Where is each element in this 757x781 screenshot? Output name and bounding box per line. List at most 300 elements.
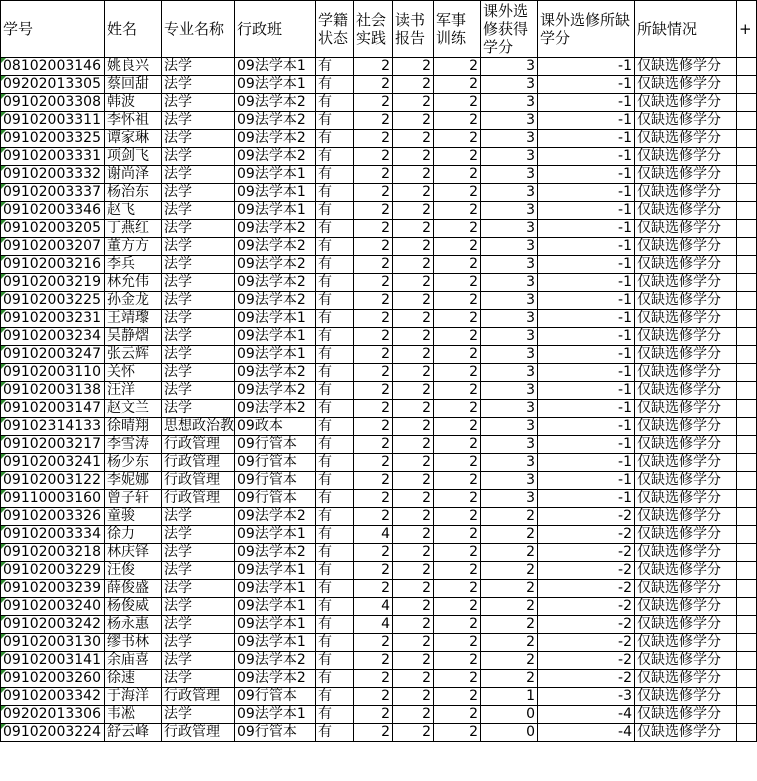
cell-id[interactable]: 09102003110	[1, 364, 105, 382]
cell-status[interactable]: 有	[316, 94, 354, 112]
cell-social-practice[interactable]: 2	[354, 184, 393, 202]
cell-extra[interactable]	[737, 130, 757, 148]
cell-status[interactable]: 有	[316, 400, 354, 418]
cell-elective-lacking[interactable]: -1	[538, 94, 635, 112]
cell-military-training[interactable]: 2	[434, 508, 481, 526]
cell-social-practice[interactable]: 2	[354, 454, 393, 472]
cell-status[interactable]: 有	[316, 706, 354, 724]
cell-extra[interactable]	[737, 292, 757, 310]
cell-id[interactable]: 09102003242	[1, 616, 105, 634]
cell-status[interactable]: 有	[316, 130, 354, 148]
cell-missing-status[interactable]: 仅缺选修学分	[635, 292, 737, 310]
cell-social-practice[interactable]: 2	[354, 292, 393, 310]
cell-elective-earned[interactable]: 3	[481, 202, 538, 220]
cell-missing-status[interactable]: 仅缺选修学分	[635, 58, 737, 76]
cell-social-practice[interactable]: 4	[354, 616, 393, 634]
cell-elective-earned[interactable]: 3	[481, 346, 538, 364]
cell-reading-report[interactable]: 2	[393, 616, 434, 634]
cell-reading-report[interactable]: 2	[393, 346, 434, 364]
cell-social-practice[interactable]: 2	[354, 580, 393, 598]
cell-id[interactable]: 09102003239	[1, 580, 105, 598]
cell-status[interactable]: 有	[316, 256, 354, 274]
cell-status[interactable]: 有	[316, 652, 354, 670]
cell-reading-report[interactable]: 2	[393, 634, 434, 652]
header-extra[interactable]: +	[737, 1, 757, 58]
cell-reading-report[interactable]: 2	[393, 58, 434, 76]
cell-reading-report[interactable]: 2	[393, 706, 434, 724]
cell-social-practice[interactable]: 2	[354, 508, 393, 526]
cell-id[interactable]: 09102003311	[1, 112, 105, 130]
header-elective-lacking[interactable]: 课外选修所缺学分	[538, 1, 635, 58]
cell-military-training[interactable]: 2	[434, 490, 481, 508]
cell-id[interactable]: 09202013305	[1, 76, 105, 94]
cell-class[interactable]: 09法学本2	[235, 382, 316, 400]
cell-social-practice[interactable]: 2	[354, 634, 393, 652]
cell-reading-report[interactable]: 2	[393, 94, 434, 112]
cell-extra[interactable]	[737, 184, 757, 202]
cell-class[interactable]: 09法学本1	[235, 58, 316, 76]
cell-missing-status[interactable]: 仅缺选修学分	[635, 652, 737, 670]
cell-name[interactable]: 缪书林	[105, 634, 162, 652]
cell-class[interactable]: 09法学本1	[235, 346, 316, 364]
cell-missing-status[interactable]: 仅缺选修学分	[635, 130, 737, 148]
cell-name[interactable]: 徐力	[105, 526, 162, 544]
cell-military-training[interactable]: 2	[434, 544, 481, 562]
cell-status[interactable]: 有	[316, 310, 354, 328]
cell-elective-lacking[interactable]: -1	[538, 256, 635, 274]
cell-id[interactable]: 09102003308	[1, 94, 105, 112]
cell-major[interactable]: 行政管理	[162, 724, 235, 742]
cell-military-training[interactable]: 2	[434, 688, 481, 706]
cell-major[interactable]: 行政管理	[162, 436, 235, 454]
cell-id[interactable]: 09102003225	[1, 292, 105, 310]
cell-reading-report[interactable]: 2	[393, 652, 434, 670]
cell-class[interactable]: 09法学本2	[235, 292, 316, 310]
cell-class[interactable]: 09法学本2	[235, 94, 316, 112]
cell-name[interactable]: 李怀祖	[105, 112, 162, 130]
cell-reading-report[interactable]: 2	[393, 328, 434, 346]
cell-missing-status[interactable]: 仅缺选修学分	[635, 562, 737, 580]
cell-military-training[interactable]: 2	[434, 202, 481, 220]
cell-status[interactable]: 有	[316, 166, 354, 184]
cell-elective-lacking[interactable]: -2	[538, 670, 635, 688]
cell-military-training[interactable]: 2	[434, 598, 481, 616]
cell-reading-report[interactable]: 2	[393, 202, 434, 220]
cell-elective-earned[interactable]: 3	[481, 454, 538, 472]
cell-major[interactable]: 思想政治教	[162, 418, 235, 436]
cell-missing-status[interactable]: 仅缺选修学分	[635, 670, 737, 688]
cell-elective-lacking[interactable]: -1	[538, 364, 635, 382]
cell-missing-status[interactable]: 仅缺选修学分	[635, 346, 737, 364]
cell-elective-earned[interactable]: 3	[481, 58, 538, 76]
cell-name[interactable]: 项剑飞	[105, 148, 162, 166]
cell-military-training[interactable]: 2	[434, 706, 481, 724]
cell-major[interactable]: 法学	[162, 256, 235, 274]
cell-major[interactable]: 法学	[162, 112, 235, 130]
cell-extra[interactable]	[737, 490, 757, 508]
cell-name[interactable]: 舒云峰	[105, 724, 162, 742]
cell-elective-lacking[interactable]: -1	[538, 310, 635, 328]
cell-extra[interactable]	[737, 148, 757, 166]
header-missing-status[interactable]: 所缺情况	[635, 1, 737, 58]
cell-status[interactable]: 有	[316, 148, 354, 166]
cell-major[interactable]: 行政管理	[162, 688, 235, 706]
cell-reading-report[interactable]: 2	[393, 724, 434, 742]
cell-missing-status[interactable]: 仅缺选修学分	[635, 634, 737, 652]
cell-military-training[interactable]: 2	[434, 634, 481, 652]
cell-class[interactable]: 09法学本1	[235, 328, 316, 346]
cell-id[interactable]: 09102003331	[1, 148, 105, 166]
cell-status[interactable]: 有	[316, 436, 354, 454]
cell-id[interactable]: 09102314133	[1, 418, 105, 436]
cell-status[interactable]: 有	[316, 418, 354, 436]
cell-elective-earned[interactable]: 3	[481, 292, 538, 310]
cell-id[interactable]: 09102003240	[1, 598, 105, 616]
cell-reading-report[interactable]: 2	[393, 274, 434, 292]
cell-military-training[interactable]: 2	[434, 616, 481, 634]
cell-missing-status[interactable]: 仅缺选修学分	[635, 112, 737, 130]
cell-status[interactable]: 有	[316, 454, 354, 472]
cell-missing-status[interactable]: 仅缺选修学分	[635, 238, 737, 256]
cell-social-practice[interactable]: 2	[354, 94, 393, 112]
cell-elective-earned[interactable]: 2	[481, 544, 538, 562]
cell-extra[interactable]	[737, 544, 757, 562]
cell-elective-lacking[interactable]: -1	[538, 76, 635, 94]
cell-elective-lacking[interactable]: -1	[538, 238, 635, 256]
cell-missing-status[interactable]: 仅缺选修学分	[635, 382, 737, 400]
cell-extra[interactable]	[737, 256, 757, 274]
cell-name[interactable]: 李妮娜	[105, 472, 162, 490]
cell-social-practice[interactable]: 2	[354, 220, 393, 238]
cell-status[interactable]: 有	[316, 238, 354, 256]
cell-reading-report[interactable]: 2	[393, 580, 434, 598]
cell-military-training[interactable]: 2	[434, 418, 481, 436]
cell-major[interactable]: 法学	[162, 562, 235, 580]
cell-missing-status[interactable]: 仅缺选修学分	[635, 544, 737, 562]
cell-major[interactable]: 法学	[162, 544, 235, 562]
cell-name[interactable]: 张云辉	[105, 346, 162, 364]
cell-elective-earned[interactable]: 3	[481, 94, 538, 112]
cell-status[interactable]: 有	[316, 292, 354, 310]
cell-name[interactable]: 杨少东	[105, 454, 162, 472]
cell-id[interactable]: 08102003146	[1, 58, 105, 76]
cell-extra[interactable]	[737, 400, 757, 418]
cell-major[interactable]: 法学	[162, 76, 235, 94]
cell-class[interactable]: 09行管本	[235, 688, 316, 706]
cell-class[interactable]: 09法学本2	[235, 148, 316, 166]
cell-missing-status[interactable]: 仅缺选修学分	[635, 328, 737, 346]
cell-elective-earned[interactable]: 2	[481, 598, 538, 616]
cell-id[interactable]: 09102003130	[1, 634, 105, 652]
cell-name[interactable]: 谢尚泽	[105, 166, 162, 184]
cell-class[interactable]: 09法学本2	[235, 112, 316, 130]
cell-elective-lacking[interactable]: -3	[538, 688, 635, 706]
cell-extra[interactable]	[737, 580, 757, 598]
cell-social-practice[interactable]: 2	[354, 688, 393, 706]
cell-elective-earned[interactable]: 3	[481, 400, 538, 418]
cell-status[interactable]: 有	[316, 670, 354, 688]
cell-extra[interactable]	[737, 202, 757, 220]
cell-elective-lacking[interactable]: -2	[538, 616, 635, 634]
cell-name[interactable]: 孙金龙	[105, 292, 162, 310]
cell-elective-earned[interactable]: 2	[481, 634, 538, 652]
cell-name[interactable]: 杨治东	[105, 184, 162, 202]
cell-elective-lacking[interactable]: -1	[538, 112, 635, 130]
cell-elective-earned[interactable]: 3	[481, 238, 538, 256]
cell-reading-report[interactable]: 2	[393, 508, 434, 526]
cell-reading-report[interactable]: 2	[393, 526, 434, 544]
cell-elective-lacking[interactable]: -1	[538, 274, 635, 292]
cell-military-training[interactable]: 2	[434, 526, 481, 544]
cell-major[interactable]: 法学	[162, 166, 235, 184]
cell-military-training[interactable]: 2	[434, 652, 481, 670]
cell-id[interactable]: 09102003346	[1, 202, 105, 220]
cell-elective-lacking[interactable]: -1	[538, 202, 635, 220]
cell-major[interactable]: 法学	[162, 148, 235, 166]
cell-social-practice[interactable]: 2	[354, 202, 393, 220]
cell-elective-lacking[interactable]: -1	[538, 328, 635, 346]
cell-social-practice[interactable]: 2	[354, 58, 393, 76]
cell-missing-status[interactable]: 仅缺选修学分	[635, 580, 737, 598]
cell-social-practice[interactable]: 2	[354, 724, 393, 742]
cell-social-practice[interactable]: 2	[354, 310, 393, 328]
cell-name[interactable]: 韦凇	[105, 706, 162, 724]
cell-social-practice[interactable]: 2	[354, 256, 393, 274]
cell-military-training[interactable]: 2	[434, 400, 481, 418]
cell-elective-lacking[interactable]: -1	[538, 130, 635, 148]
cell-military-training[interactable]: 2	[434, 58, 481, 76]
cell-social-practice[interactable]: 2	[354, 652, 393, 670]
cell-reading-report[interactable]: 2	[393, 562, 434, 580]
cell-major[interactable]: 法学	[162, 670, 235, 688]
cell-name[interactable]: 曾子轩	[105, 490, 162, 508]
cell-major[interactable]: 法学	[162, 580, 235, 598]
cell-social-practice[interactable]: 2	[354, 400, 393, 418]
cell-reading-report[interactable]: 2	[393, 544, 434, 562]
cell-status[interactable]: 有	[316, 112, 354, 130]
header-status[interactable]: 学籍状态	[316, 1, 354, 58]
cell-name[interactable]: 薛俊盛	[105, 580, 162, 598]
cell-name[interactable]: 丁燕红	[105, 220, 162, 238]
cell-major[interactable]: 法学	[162, 400, 235, 418]
cell-class[interactable]: 09法学本2	[235, 508, 316, 526]
cell-id[interactable]: 09102003229	[1, 562, 105, 580]
cell-extra[interactable]	[737, 634, 757, 652]
cell-status[interactable]: 有	[316, 220, 354, 238]
cell-social-practice[interactable]: 2	[354, 418, 393, 436]
cell-elective-earned[interactable]: 3	[481, 310, 538, 328]
cell-name[interactable]: 徐速	[105, 670, 162, 688]
cell-elective-earned[interactable]: 2	[481, 508, 538, 526]
cell-reading-report[interactable]: 2	[393, 436, 434, 454]
cell-military-training[interactable]: 2	[434, 256, 481, 274]
cell-extra[interactable]	[737, 526, 757, 544]
cell-name[interactable]: 汪洋	[105, 382, 162, 400]
cell-id[interactable]: 09102003141	[1, 652, 105, 670]
cell-social-practice[interactable]: 2	[354, 328, 393, 346]
cell-military-training[interactable]: 2	[434, 310, 481, 328]
cell-elective-earned[interactable]: 0	[481, 724, 538, 742]
cell-social-practice[interactable]: 2	[354, 112, 393, 130]
cell-major[interactable]: 法学	[162, 220, 235, 238]
cell-elective-lacking[interactable]: -2	[538, 562, 635, 580]
cell-major[interactable]: 法学	[162, 130, 235, 148]
cell-major[interactable]: 法学	[162, 94, 235, 112]
cell-status[interactable]: 有	[316, 724, 354, 742]
cell-elective-lacking[interactable]: -2	[538, 598, 635, 616]
cell-elective-earned[interactable]: 2	[481, 580, 538, 598]
cell-id[interactable]: 09102003337	[1, 184, 105, 202]
cell-military-training[interactable]: 2	[434, 94, 481, 112]
cell-name[interactable]: 吴静熠	[105, 328, 162, 346]
cell-elective-earned[interactable]: 3	[481, 364, 538, 382]
cell-social-practice[interactable]: 2	[354, 238, 393, 256]
cell-social-practice[interactable]: 2	[354, 274, 393, 292]
cell-social-practice[interactable]: 2	[354, 130, 393, 148]
cell-major[interactable]: 法学	[162, 328, 235, 346]
cell-id[interactable]: 09102003234	[1, 328, 105, 346]
cell-extra[interactable]	[737, 364, 757, 382]
cell-status[interactable]: 有	[316, 580, 354, 598]
cell-elective-earned[interactable]: 1	[481, 688, 538, 706]
cell-id[interactable]: 09102003334	[1, 526, 105, 544]
cell-missing-status[interactable]: 仅缺选修学分	[635, 724, 737, 742]
cell-class[interactable]: 09法学本2	[235, 652, 316, 670]
cell-class[interactable]: 09法学本1	[235, 598, 316, 616]
cell-reading-report[interactable]: 2	[393, 688, 434, 706]
cell-major[interactable]: 法学	[162, 382, 235, 400]
cell-military-training[interactable]: 2	[434, 166, 481, 184]
cell-status[interactable]: 有	[316, 616, 354, 634]
cell-elective-earned[interactable]: 3	[481, 166, 538, 184]
cell-extra[interactable]	[737, 598, 757, 616]
cell-class[interactable]: 09法学本1	[235, 166, 316, 184]
cell-status[interactable]: 有	[316, 382, 354, 400]
cell-elective-earned[interactable]: 2	[481, 670, 538, 688]
header-class[interactable]: 行政班	[235, 1, 316, 58]
cell-elective-earned[interactable]: 3	[481, 472, 538, 490]
cell-major[interactable]: 法学	[162, 364, 235, 382]
cell-elective-lacking[interactable]: -1	[538, 58, 635, 76]
cell-name[interactable]: 徐晴翔	[105, 418, 162, 436]
cell-name[interactable]: 董方方	[105, 238, 162, 256]
cell-name[interactable]: 李兵	[105, 256, 162, 274]
cell-name[interactable]: 林允伟	[105, 274, 162, 292]
header-major[interactable]: 专业名称	[162, 1, 235, 58]
cell-military-training[interactable]: 2	[434, 562, 481, 580]
cell-reading-report[interactable]: 2	[393, 292, 434, 310]
cell-elective-earned[interactable]: 3	[481, 328, 538, 346]
cell-name[interactable]: 姚良兴	[105, 58, 162, 76]
cell-extra[interactable]	[737, 328, 757, 346]
cell-elective-earned[interactable]: 2	[481, 562, 538, 580]
cell-military-training[interactable]: 2	[434, 670, 481, 688]
cell-class[interactable]: 09法学本1	[235, 202, 316, 220]
cell-elective-lacking[interactable]: -2	[538, 580, 635, 598]
cell-missing-status[interactable]: 仅缺选修学分	[635, 454, 737, 472]
cell-elective-lacking[interactable]: -1	[538, 220, 635, 238]
cell-military-training[interactable]: 2	[434, 184, 481, 202]
header-military-training[interactable]: 军事训练	[434, 1, 481, 58]
cell-name[interactable]: 赵文兰	[105, 400, 162, 418]
cell-class[interactable]: 09行管本	[235, 724, 316, 742]
cell-extra[interactable]	[737, 310, 757, 328]
cell-reading-report[interactable]: 2	[393, 184, 434, 202]
cell-military-training[interactable]: 2	[434, 346, 481, 364]
cell-id[interactable]: 09102003247	[1, 346, 105, 364]
cell-missing-status[interactable]: 仅缺选修学分	[635, 166, 737, 184]
cell-military-training[interactable]: 2	[434, 112, 481, 130]
cell-elective-earned[interactable]: 3	[481, 436, 538, 454]
cell-name[interactable]: 关怀	[105, 364, 162, 382]
cell-name[interactable]: 林庆铎	[105, 544, 162, 562]
cell-extra[interactable]	[737, 274, 757, 292]
cell-name[interactable]: 杨永惠	[105, 616, 162, 634]
cell-class[interactable]: 09行管本	[235, 436, 316, 454]
cell-major[interactable]: 法学	[162, 274, 235, 292]
cell-major[interactable]: 法学	[162, 58, 235, 76]
cell-missing-status[interactable]: 仅缺选修学分	[635, 202, 737, 220]
cell-name[interactable]: 赵飞	[105, 202, 162, 220]
cell-social-practice[interactable]: 2	[354, 364, 393, 382]
cell-status[interactable]: 有	[316, 634, 354, 652]
cell-major[interactable]: 法学	[162, 238, 235, 256]
cell-military-training[interactable]: 2	[434, 148, 481, 166]
cell-missing-status[interactable]: 仅缺选修学分	[635, 274, 737, 292]
cell-missing-status[interactable]: 仅缺选修学分	[635, 688, 737, 706]
cell-name[interactable]: 杨俊威	[105, 598, 162, 616]
cell-id[interactable]: 09102003122	[1, 472, 105, 490]
cell-reading-report[interactable]: 2	[393, 112, 434, 130]
cell-id[interactable]: 09102003147	[1, 400, 105, 418]
cell-elective-lacking[interactable]: -1	[538, 166, 635, 184]
cell-military-training[interactable]: 2	[434, 382, 481, 400]
cell-reading-report[interactable]: 2	[393, 130, 434, 148]
cell-elective-lacking[interactable]: -1	[538, 454, 635, 472]
cell-class[interactable]: 09政本	[235, 418, 316, 436]
cell-missing-status[interactable]: 仅缺选修学分	[635, 76, 737, 94]
cell-reading-report[interactable]: 2	[393, 220, 434, 238]
cell-elective-lacking[interactable]: -1	[538, 400, 635, 418]
cell-extra[interactable]	[737, 472, 757, 490]
cell-military-training[interactable]: 2	[434, 328, 481, 346]
cell-reading-report[interactable]: 2	[393, 166, 434, 184]
cell-major[interactable]: 法学	[162, 202, 235, 220]
cell-extra[interactable]	[737, 508, 757, 526]
cell-elective-lacking[interactable]: -4	[538, 724, 635, 742]
cell-missing-status[interactable]: 仅缺选修学分	[635, 364, 737, 382]
cell-class[interactable]: 09法学本1	[235, 634, 316, 652]
cell-class[interactable]: 09行管本	[235, 454, 316, 472]
cell-class[interactable]: 09法学本2	[235, 220, 316, 238]
cell-elective-lacking[interactable]: -2	[538, 526, 635, 544]
cell-military-training[interactable]: 2	[434, 580, 481, 598]
cell-reading-report[interactable]: 2	[393, 382, 434, 400]
cell-elective-earned[interactable]: 3	[481, 148, 538, 166]
cell-extra[interactable]	[737, 220, 757, 238]
cell-class[interactable]: 09法学本2	[235, 274, 316, 292]
cell-extra[interactable]	[737, 382, 757, 400]
cell-status[interactable]: 有	[316, 544, 354, 562]
cell-missing-status[interactable]: 仅缺选修学分	[635, 706, 737, 724]
cell-military-training[interactable]: 2	[434, 724, 481, 742]
cell-major[interactable]: 法学	[162, 184, 235, 202]
header-social-practice[interactable]: 社会实践	[354, 1, 393, 58]
cell-name[interactable]: 蔡回甜	[105, 76, 162, 94]
cell-social-practice[interactable]: 2	[354, 382, 393, 400]
cell-status[interactable]: 有	[316, 508, 354, 526]
cell-status[interactable]: 有	[316, 346, 354, 364]
